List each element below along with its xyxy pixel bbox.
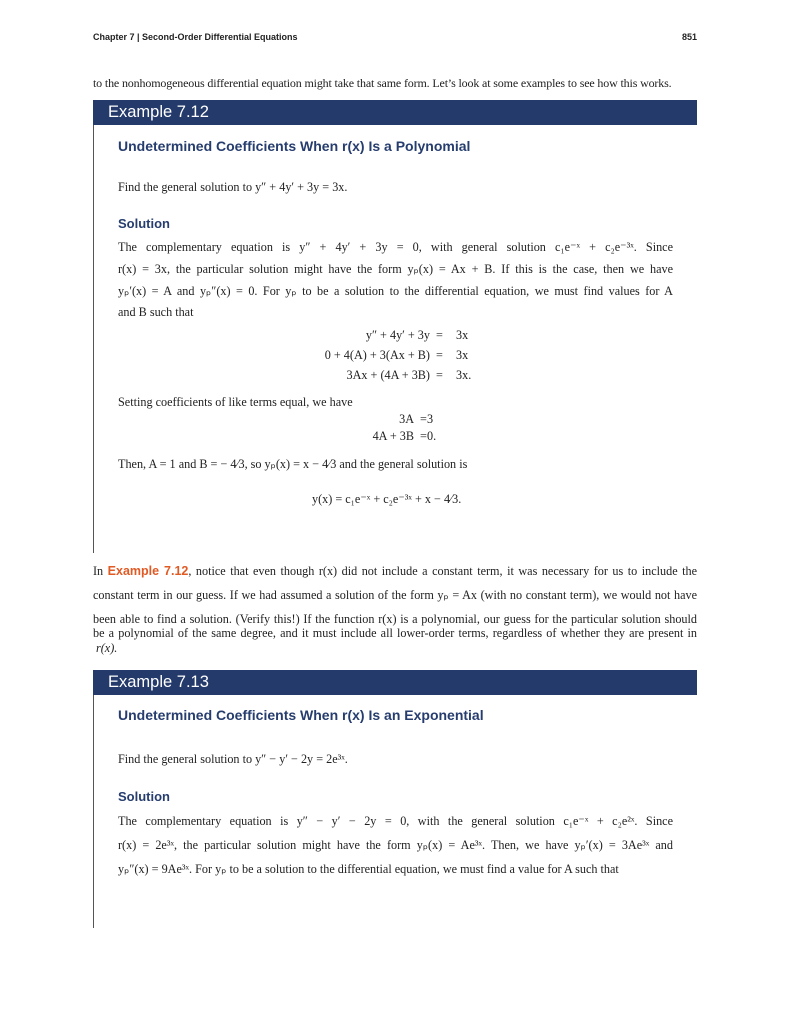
example-banner <box>93 100 697 125</box>
solution-label: Solution <box>118 789 170 804</box>
equals-sign: = <box>436 328 443 342</box>
discussion-line: constant term in our guess. If we had assumed a solution of the form yₚ = Ax (with no constant term), we would not have <box>93 588 697 602</box>
example-title: Example 7.13 <box>108 673 209 691</box>
example-title: Example 7.12 <box>108 103 209 121</box>
solution-text: Then, A = 1 and B = − 4⁄3, so yₚ(x) = x − 4⁄3 and the general solution is <box>118 457 468 471</box>
equation-rhs: 3x. <box>456 368 472 382</box>
example-link[interactable]: Example 7.12 <box>107 564 189 578</box>
example-banner <box>93 670 697 695</box>
equation-rhs: 3 <box>427 412 434 426</box>
solution-line: and B such that <box>118 305 194 319</box>
equation-lhs: 0 + 4(A) + 3(Ax + B) <box>324 348 430 362</box>
discussion-line: In Example 7.12, notice that even though r(x) did not include a constant term, it was necessary for us to include the <box>93 564 698 578</box>
equation-lhs: y″ + 4y′ + 3y <box>365 328 430 342</box>
equation-rhs: 3x <box>456 348 469 362</box>
solution-line: The complementary equation is y″ − y′ − 2y = 0, with the general solution c₁e⁻ˣ + c₂e²ˣ. Since <box>118 814 673 828</box>
discussion-line: be a polynomial of the same degree, and it must include all lower-order terms, regardless of whether they are present in <box>93 626 697 640</box>
equation-rhs: 0. <box>427 429 437 443</box>
intro-text: to the nonhomogeneous differential equation might take that same form. Let’s look at some examples to see how this works. <box>93 76 672 90</box>
equation-lhs: 3A <box>399 412 414 426</box>
problem-statement: Find the general solution to y″ + 4y′ + 3y = 3x. <box>118 180 348 194</box>
discussion-line: been able to find a solution. (Verify this!) If the function r(x) is a polynomial, our guess for the particular solution should <box>93 612 697 626</box>
equation-lhs: 3Ax + (4A + 3B) <box>346 368 430 382</box>
example-border <box>93 125 94 553</box>
solution-line: yₚ′(x) = A and yₚ″(x) = 0. For yₚ to be a solution to the differential equation, we must find values for A <box>118 284 673 298</box>
solution-label: Solution <box>118 216 170 231</box>
solution-line: r(x) = 3x, the particular solution might have the form yₚ(x) = Ax + B. If this is the case, then we have <box>118 262 673 276</box>
equation-lhs: 4A + 3B <box>372 429 414 443</box>
equals-sign: = <box>436 368 443 382</box>
equals-sign: = <box>420 412 427 426</box>
solution-text: Setting coefficients of like terms equal, we have <box>118 395 353 409</box>
problem-statement: Find the general solution to y″ − y′ − 2y = 2e³ˣ. <box>118 752 348 766</box>
example-border <box>93 695 94 928</box>
solution-line: The complementary equation is y″ + 4y′ + 3y = 0, with general solution c₁e⁻ˣ + c₂e⁻³ˣ. Since <box>118 240 673 254</box>
equals-sign: = <box>420 429 427 443</box>
page-number: 851 <box>681 32 697 42</box>
example-heading: Undetermined Coefficients When r(x) Is an Exponential <box>118 707 484 723</box>
general-solution: y(x) = c₁e⁻ˣ + c₂e⁻³ˣ + x − 4⁄3. <box>312 492 462 506</box>
running-header-chapter: Chapter 7 | Second-Order Differential Equations <box>93 32 298 42</box>
solution-line: r(x) = 2e³ˣ, the particular solution might have the form yₚ(x) = Ae³ˣ. Then, we have yₚ′(x) = 3Ae³ˣ and <box>118 838 673 852</box>
solution-line: yₚ″(x) = 9Ae³ˣ. For yₚ to be a solution to the differential equation, we must find a value for A such that <box>118 862 619 876</box>
example-heading: Undetermined Coefficients When r(x) Is a Polynomial <box>118 138 471 154</box>
discussion-line: r(x). <box>96 641 118 655</box>
equation-rhs: 3x <box>456 328 469 342</box>
equals-sign: = <box>436 348 443 362</box>
